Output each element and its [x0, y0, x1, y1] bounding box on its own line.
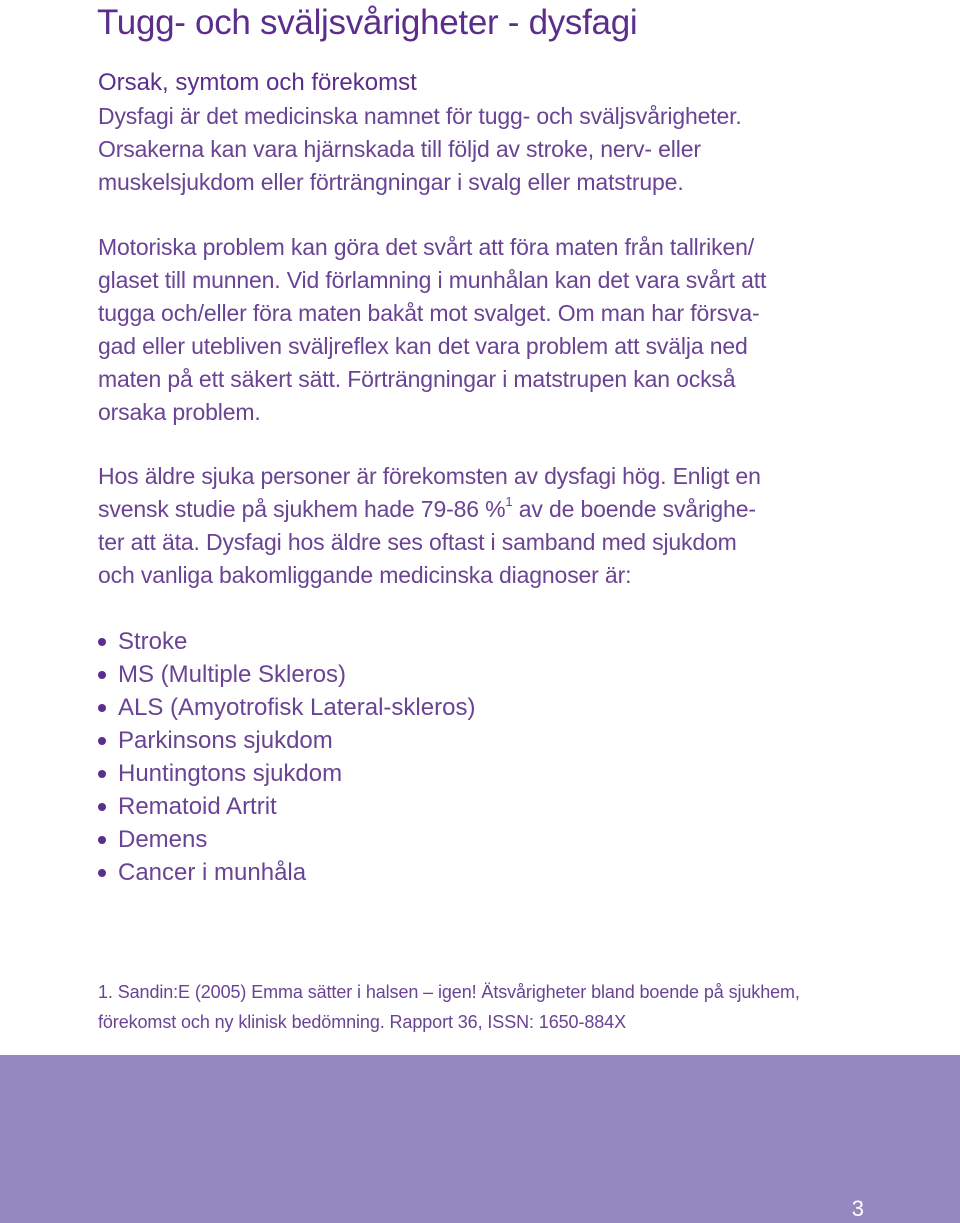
diagnosis-list-item	[98, 691, 475, 724]
text-fragment: av de boende svårighe-	[512, 496, 756, 522]
footer-band	[0, 1055, 960, 1223]
bullet-dot-icon	[98, 869, 106, 877]
paragraph-line: maten på ett säkert sätt. Förträngningar i matstrupen kan också	[98, 366, 736, 392]
text-fragment: svensk studie på sjukhem hade 79-86 %	[98, 496, 506, 522]
diagnosis-list-item	[98, 823, 475, 856]
diagnosis-label: Stroke	[118, 628, 188, 655]
diagnosis-label: Parkinsons sjukdom	[118, 727, 333, 754]
diagnosis-label: ALS (Amyotrofisk Lateral-skleros)	[118, 694, 476, 721]
paragraph-line: Dysfagi är det medicinska namnet för tugg- och sväljsvårigheter.	[98, 103, 742, 129]
diagnosis-list-item	[98, 856, 475, 889]
bullet-dot-icon	[98, 836, 106, 844]
diagnosis-list	[98, 625, 475, 889]
paragraph-line: tugga och/eller föra maten bakåt mot svalget. Om man har försva-	[98, 300, 760, 326]
paragraph-line: ter att äta. Dysfagi hos äldre ses oftast i samband med sjukdom	[98, 529, 737, 555]
paragraph-motor-problems	[98, 231, 898, 429]
paragraph-line: Motoriska problem kan göra det svårt att föra maten från tallriken/	[98, 234, 754, 260]
bullet-dot-icon	[98, 770, 106, 778]
paragraph-line: gad eller utebliven sväljreflex kan det vara problem att svälja ned	[98, 333, 748, 359]
cause-symptom-section	[98, 66, 898, 592]
bullet-dot-icon	[98, 671, 106, 679]
bullet-dot-icon	[98, 638, 106, 646]
diagnosis-list-item	[98, 724, 475, 757]
bullet-dot-icon	[98, 737, 106, 745]
page-number: 3	[851, 1196, 864, 1221]
diagnosis-label: Rematoid Artrit	[118, 793, 277, 820]
diagnosis-label: Cancer i munhåla	[118, 859, 307, 886]
bullet-dot-icon	[98, 704, 106, 712]
diagnosis-list-item	[98, 757, 475, 790]
paragraph-line: Hos äldre sjuka personer är förekomsten av dysfagi hög. Enligt en	[98, 463, 761, 489]
footnote	[98, 977, 800, 1037]
paragraph-line: muskelsjukdom eller förträngningar i svalg eller matstrupe.	[98, 169, 684, 195]
paragraph-definition	[98, 100, 898, 199]
footnote-line: 1. Sandin:E (2005) Emma sätter i halsen – igen! Ätsvårigheter bland boende på sjukhem,	[98, 982, 800, 1002]
paragraph-line: och vanliga bakomliggande medicinska diagnoser är:	[98, 562, 632, 588]
footnote-reference: 1	[505, 494, 513, 510]
section-heading: Orsak, symtom och förekomst	[98, 69, 417, 96]
diagnosis-label: Huntingtons sjukdom	[118, 760, 343, 787]
diagnosis-list-item	[98, 790, 475, 823]
paragraph-line: glaset till munnen. Vid förlamning i munhålan kan det vara svårt att	[98, 267, 767, 293]
diagnosis-list-item	[98, 625, 475, 658]
paragraph-prevalence	[98, 460, 898, 592]
footnote-line: förekomst och ny klinisk bedömning. Rapport 36, ISSN: 1650-884X	[98, 1012, 626, 1032]
page-title: Tugg- och sväljsvårigheter - dysfagi	[97, 3, 638, 42]
diagnosis-label: Demens	[118, 826, 208, 853]
paragraph-line: Orsakerna kan vara hjärnskada till följd av stroke, nerv- eller	[98, 136, 701, 162]
paragraph-line-with-footnote-ref	[98, 493, 898, 526]
bullet-dot-icon	[98, 803, 106, 811]
paragraph-line: orsaka problem.	[98, 399, 261, 425]
diagnosis-list-item	[98, 658, 475, 691]
diagnosis-label: MS (Multiple Skleros)	[118, 661, 347, 688]
